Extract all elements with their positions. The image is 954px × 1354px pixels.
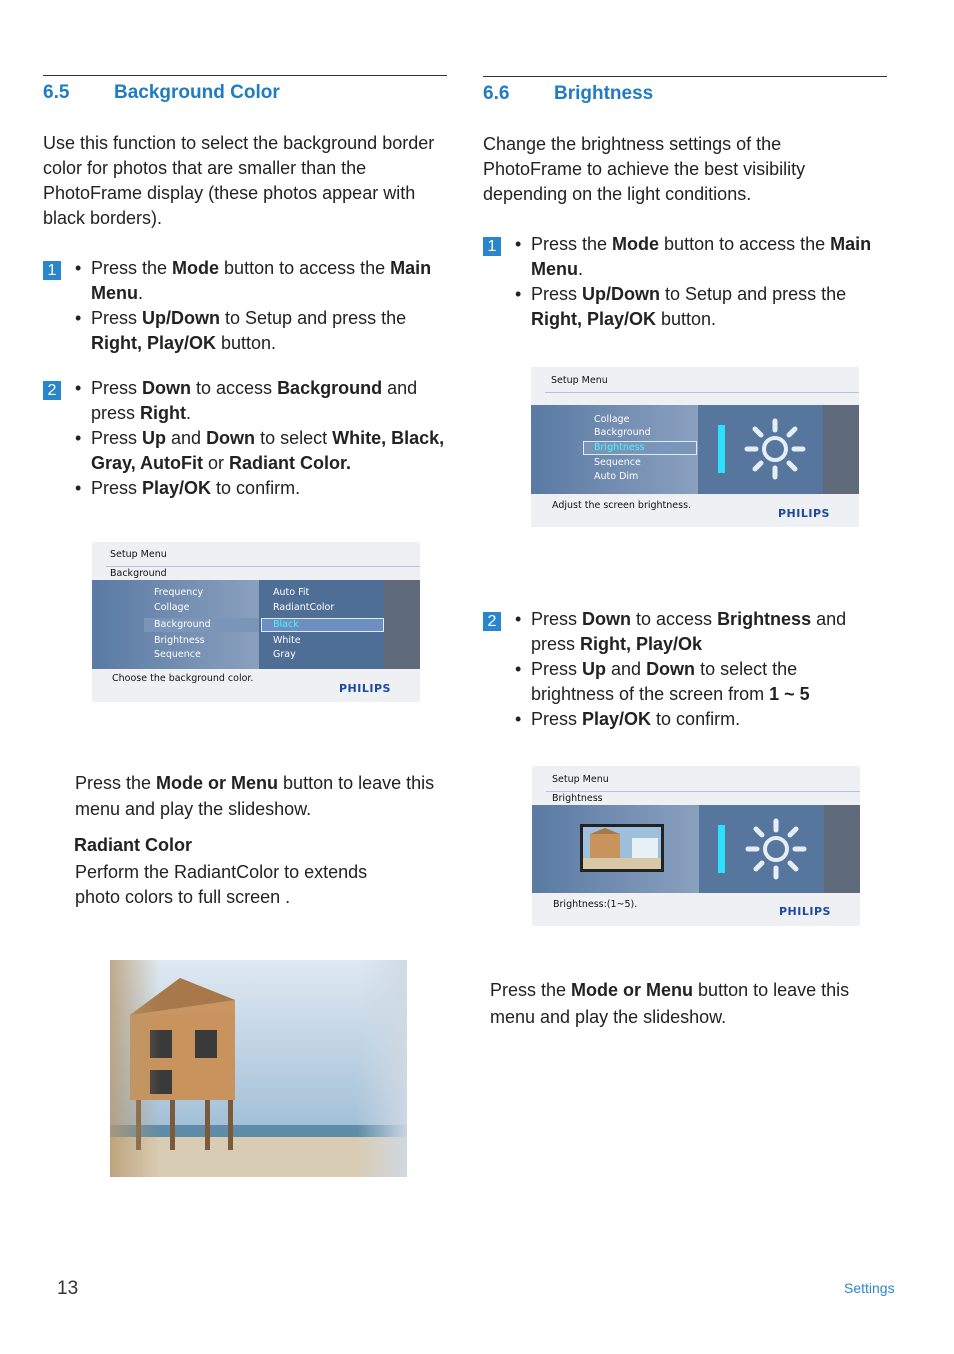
list-item: • Press Up/Down to Setup and press the Right, Play/OK button. [75, 306, 450, 356]
screen-header: Setup Menu [110, 549, 167, 560]
menu-panel [531, 405, 859, 494]
screen-subheader: Brightness [552, 793, 603, 804]
setup-menu-screen [92, 542, 420, 702]
list-item: • Press Up and Down to select the brightness of the screen from 1 ~ 5 [515, 657, 870, 707]
sun-icon [743, 417, 807, 481]
house-photo [110, 960, 407, 1177]
menu-item: Collage [154, 602, 190, 613]
leave-menu-text: Press the Mode or Menu button to leave this menu and play the slideshow. [75, 773, 435, 819]
screen-header: Setup Menu [551, 375, 608, 386]
step-list [515, 607, 870, 732]
section-title: Background Color [114, 82, 280, 103]
list-item: • Press Up/Down to Setup and press the Right, Play/OK button. [515, 282, 885, 332]
list-item: • Press Up and Down to select White, Black, Gray, AutoFit or Radiant Color. [75, 426, 453, 476]
menu-item: Frequency [154, 587, 204, 598]
submenu-item: White [273, 635, 301, 646]
step-number: 2 [483, 612, 501, 631]
radiant-color-text: Perform the RadiantColor to extends photo colors to full screen . [75, 862, 368, 907]
screen-footer: Adjust the screen brightness. [552, 500, 692, 511]
philips-logo: PHILIPS [778, 507, 830, 520]
step-number: 2 [43, 381, 61, 400]
sun-icon [744, 817, 808, 881]
menu-item: Sequence [154, 649, 201, 660]
menu-item: Auto Dim [594, 471, 639, 482]
menu-item: Background [154, 619, 211, 630]
menu-item: Collage [594, 414, 630, 425]
house-photo-svg [110, 960, 407, 1177]
page-number: 13 [57, 1278, 79, 1299]
list-item: • Press Play/OK to confirm. [515, 707, 870, 732]
radiant-color-heading: Radiant Color [74, 835, 193, 855]
section-number: 6.5 [43, 82, 70, 103]
step-list [515, 232, 885, 332]
leave-menu-text: Press the Mode or Menu button to leave this menu and play the slideshow. [490, 980, 850, 1027]
menu-panel [532, 805, 860, 893]
menu-item: Brightness [154, 635, 205, 646]
brightness-menu-screen [531, 367, 859, 527]
section-title: Brightness [554, 83, 654, 104]
submenu-item: Black [273, 619, 299, 630]
screen-subheader: Background [110, 568, 167, 579]
submenu-item: RadiantColor [273, 602, 335, 613]
section-rule-left [43, 75, 447, 76]
submenu-item: Auto Fit [273, 587, 310, 598]
list-item: • Press Play/OK to confirm. [75, 476, 453, 501]
list-item: • Press the Mode button to access the Main Menu. [515, 232, 885, 282]
footer-section-label: Settings [844, 1280, 895, 1296]
menu-item: Brightness [594, 442, 645, 453]
intro-paragraph: Change the brightness settings of the PhotoFrame to achieve the best visibility depending on the light conditions. [483, 134, 806, 204]
step-list [75, 376, 453, 501]
list-item: • Press Down to access Background and press Right. [75, 376, 453, 426]
list-item: • Press Down to access Brightness and press Right, Play/Ok [515, 607, 870, 657]
section-rule-right [483, 76, 887, 77]
section-number: 6.6 [483, 83, 510, 104]
menu-item: Sequence [594, 457, 641, 468]
brightness-bar [718, 425, 725, 473]
philips-logo: PHILIPS [779, 905, 831, 918]
submenu-item: Gray [273, 649, 296, 660]
screen-footer: Choose the background color. [112, 673, 254, 684]
philips-logo: PHILIPS [339, 682, 391, 695]
photo-thumbnail [580, 824, 664, 872]
step-list [75, 256, 450, 356]
intro-paragraph: Use this function to select the background border color for photos that are smaller than the PhotoFrame display (these photos appear with black borders). [43, 133, 435, 228]
list-item: • Press the Mode button to access the Main Menu. [75, 256, 450, 306]
brightness-bar [718, 825, 725, 873]
step-number: 1 [43, 261, 61, 280]
screen-footer: Brightness:(1~5). [553, 899, 638, 910]
menu-item: Background [594, 427, 651, 438]
menu-panel [92, 580, 420, 669]
screen-header: Setup Menu [552, 774, 609, 785]
brightness-level-screen [532, 766, 860, 926]
step-number: 1 [483, 237, 501, 256]
